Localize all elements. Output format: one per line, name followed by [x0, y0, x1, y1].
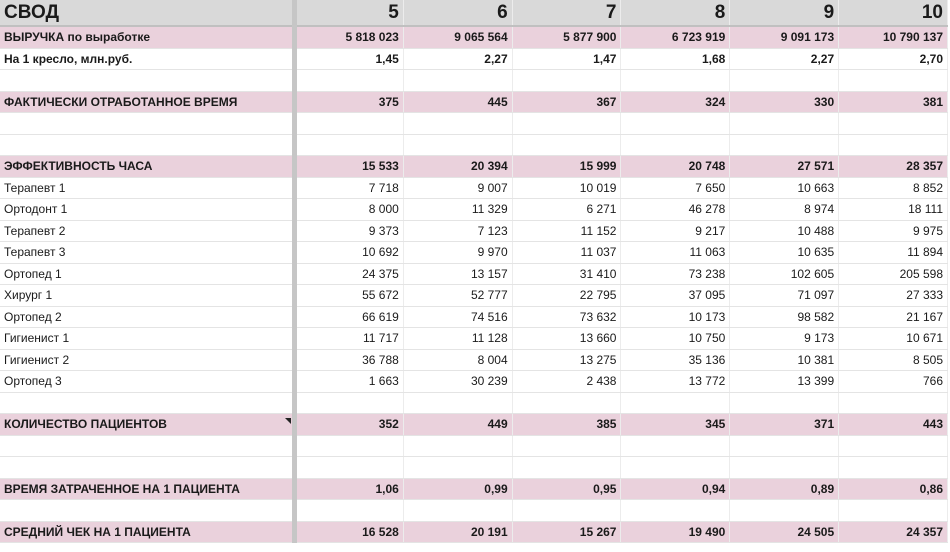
value-cell[interactable]: [295, 457, 404, 479]
value-cell[interactable]: 18 111: [839, 199, 948, 221]
value-cell[interactable]: 11 717: [295, 328, 404, 350]
value-cell[interactable]: 24 505: [730, 521, 839, 543]
value-cell[interactable]: 71 097: [730, 285, 839, 307]
empty-row: [0, 392, 948, 414]
table-row: [0, 220, 948, 242]
value-cell[interactable]: 15 999: [512, 156, 621, 178]
value-cell[interactable]: [403, 392, 512, 414]
table-row: [0, 349, 948, 371]
value-cell[interactable]: [295, 134, 404, 156]
empty-row: [0, 134, 948, 156]
value-cell[interactable]: 15 533: [295, 156, 404, 178]
value-cell[interactable]: [839, 435, 948, 457]
value-cell[interactable]: 13 660: [512, 328, 621, 350]
value-cell[interactable]: [730, 113, 839, 135]
value-cell[interactable]: [512, 392, 621, 414]
value-cell[interactable]: [295, 113, 404, 135]
value-cell[interactable]: 13 275: [512, 349, 621, 371]
value-cell[interactable]: 36 788: [295, 349, 404, 371]
value-cell[interactable]: 2,70: [839, 48, 948, 70]
value-cell[interactable]: [403, 435, 512, 457]
value-cell[interactable]: 73 632: [512, 306, 621, 328]
value-cell[interactable]: 2 438: [512, 371, 621, 393]
value-cell[interactable]: 52 777: [403, 285, 512, 307]
value-cell[interactable]: 375: [295, 91, 404, 113]
value-cell[interactable]: 9 217: [621, 220, 730, 242]
value-cell[interactable]: 24 375: [295, 263, 404, 285]
value-cell[interactable]: 766: [839, 371, 948, 393]
value-cell[interactable]: [295, 392, 404, 414]
value-cell[interactable]: 449: [403, 414, 512, 436]
value-cell[interactable]: [403, 70, 512, 92]
value-cell[interactable]: [621, 457, 730, 479]
value-cell[interactable]: [730, 457, 839, 479]
header-column-cell[interactable]: 5: [295, 0, 404, 26]
table-row: [0, 156, 948, 178]
value-cell[interactable]: 0,94: [621, 478, 730, 500]
value-cell[interactable]: 2,27: [730, 48, 839, 70]
value-cell[interactable]: 15 267: [512, 521, 621, 543]
header-column-cell[interactable]: 10: [839, 0, 948, 26]
table-row: [0, 91, 948, 113]
value-cell[interactable]: 20 748: [621, 156, 730, 178]
value-cell[interactable]: [621, 70, 730, 92]
value-cell[interactable]: 8 505: [839, 349, 948, 371]
value-cell[interactable]: 0,95: [512, 478, 621, 500]
value-cell[interactable]: 11 894: [839, 242, 948, 264]
value-cell[interactable]: 0,99: [403, 478, 512, 500]
empty-row: [0, 457, 948, 479]
value-cell[interactable]: [512, 70, 621, 92]
value-cell[interactable]: 330: [730, 91, 839, 113]
value-cell[interactable]: [403, 500, 512, 522]
value-cell[interactable]: 445: [403, 91, 512, 113]
value-cell[interactable]: 0,86: [839, 478, 948, 500]
row-label-cell[interactable]: Ортопед 3: [0, 371, 295, 393]
value-cell[interactable]: 385: [512, 414, 621, 436]
row-label-cell[interactable]: [0, 70, 295, 92]
value-cell[interactable]: [403, 457, 512, 479]
table-row: [0, 263, 948, 285]
value-cell[interactable]: 367: [512, 91, 621, 113]
value-cell[interactable]: [730, 500, 839, 522]
value-cell[interactable]: 10 663: [730, 177, 839, 199]
value-cell[interactable]: 324: [621, 91, 730, 113]
value-cell[interactable]: 9 007: [403, 177, 512, 199]
header-title-cell[interactable]: СВОД: [0, 0, 295, 26]
row-label-cell[interactable]: Терапевт 3: [0, 242, 295, 264]
value-cell[interactable]: 1,45: [295, 48, 404, 70]
value-cell[interactable]: [512, 113, 621, 135]
value-cell[interactable]: 31 410: [512, 263, 621, 285]
header-column-cell[interactable]: 8: [621, 0, 730, 26]
value-cell[interactable]: [621, 435, 730, 457]
value-cell[interactable]: 5 877 900: [512, 26, 621, 48]
empty-row: [0, 70, 948, 92]
row-label-cell[interactable]: Терапевт 2: [0, 220, 295, 242]
value-cell[interactable]: 1 663: [295, 371, 404, 393]
row-label-cell[interactable]: ФАКТИЧЕСКИ ОТРАБОТАННОЕ ВРЕМЯ: [0, 91, 295, 113]
value-cell[interactable]: 8 000: [295, 199, 404, 221]
value-cell[interactable]: 9 373: [295, 220, 404, 242]
row-label-cell[interactable]: [0, 392, 295, 414]
value-cell[interactable]: [621, 392, 730, 414]
value-cell[interactable]: 35 136: [621, 349, 730, 371]
value-cell[interactable]: 1,06: [295, 478, 404, 500]
row-label-cell[interactable]: ВРЕМЯ ЗАТРАЧЕННОЕ НА 1 ПАЦИЕНТА: [0, 478, 295, 500]
row-label-cell[interactable]: Гигиенист 1: [0, 328, 295, 350]
value-cell[interactable]: 10 381: [730, 349, 839, 371]
value-cell[interactable]: [730, 70, 839, 92]
value-cell[interactable]: 6 271: [512, 199, 621, 221]
row-label-cell[interactable]: СРЕДНИЙ ЧЕК НА 1 ПАЦИЕНТА: [0, 521, 295, 543]
value-cell[interactable]: 7 123: [403, 220, 512, 242]
table-row: [0, 306, 948, 328]
value-cell[interactable]: 28 357: [839, 156, 948, 178]
row-label-cell[interactable]: Ортодонт 1: [0, 199, 295, 221]
value-cell[interactable]: 352: [295, 414, 404, 436]
value-cell[interactable]: [839, 392, 948, 414]
table-row: [0, 521, 948, 543]
value-cell[interactable]: [839, 500, 948, 522]
value-cell[interactable]: 24 357: [839, 521, 948, 543]
value-cell[interactable]: 21 167: [839, 306, 948, 328]
value-cell[interactable]: 73 238: [621, 263, 730, 285]
row-label-cell[interactable]: КОЛИЧЕСТВО ПАЦИЕНТОВ: [0, 414, 295, 436]
header-column-cell[interactable]: 6: [403, 0, 512, 26]
value-cell[interactable]: 11 329: [403, 199, 512, 221]
value-cell[interactable]: 381: [839, 91, 948, 113]
table-row: [0, 26, 948, 48]
value-cell[interactable]: [730, 134, 839, 156]
value-cell[interactable]: 102 605: [730, 263, 839, 285]
row-label-cell[interactable]: [0, 134, 295, 156]
value-cell[interactable]: 7 718: [295, 177, 404, 199]
row-label-cell[interactable]: Ортопед 2: [0, 306, 295, 328]
value-cell[interactable]: [839, 70, 948, 92]
table-row: [0, 177, 948, 199]
value-cell[interactable]: [730, 392, 839, 414]
empty-row: [0, 113, 948, 135]
value-cell[interactable]: 443: [839, 414, 948, 436]
value-cell[interactable]: 30 239: [403, 371, 512, 393]
value-cell[interactable]: 345: [621, 414, 730, 436]
header-row: [0, 0, 948, 26]
table-row: [0, 48, 948, 70]
row-label-cell[interactable]: На 1 кресло, млн.руб.: [0, 48, 295, 70]
value-cell[interactable]: 74 516: [403, 306, 512, 328]
value-cell[interactable]: 55 672: [295, 285, 404, 307]
value-cell[interactable]: 9 091 173: [730, 26, 839, 48]
value-cell[interactable]: 20 191: [403, 521, 512, 543]
row-label-cell[interactable]: [0, 457, 295, 479]
row-label-cell[interactable]: Хирург 1: [0, 285, 295, 307]
value-cell[interactable]: [839, 134, 948, 156]
row-label-cell[interactable]: Гигиенист 2: [0, 349, 295, 371]
value-cell[interactable]: 11 037: [512, 242, 621, 264]
value-cell[interactable]: 7 650: [621, 177, 730, 199]
value-cell[interactable]: 19 490: [621, 521, 730, 543]
value-cell[interactable]: 16 528: [295, 521, 404, 543]
value-cell[interactable]: [295, 500, 404, 522]
row-label-cell[interactable]: Ортопед 1: [0, 263, 295, 285]
value-cell[interactable]: 10 635: [730, 242, 839, 264]
table-row: [0, 242, 948, 264]
value-cell[interactable]: 10 671: [839, 328, 948, 350]
value-cell[interactable]: 0,89: [730, 478, 839, 500]
value-cell[interactable]: 27 333: [839, 285, 948, 307]
value-cell[interactable]: [403, 134, 512, 156]
value-cell[interactable]: 9 065 564: [403, 26, 512, 48]
value-cell[interactable]: 11 063: [621, 242, 730, 264]
value-cell[interactable]: [295, 435, 404, 457]
value-cell[interactable]: 13 399: [730, 371, 839, 393]
value-cell[interactable]: 205 598: [839, 263, 948, 285]
table-row: [0, 414, 948, 436]
empty-row: [0, 500, 948, 522]
value-cell[interactable]: 37 095: [621, 285, 730, 307]
value-cell[interactable]: 10 173: [621, 306, 730, 328]
value-cell[interactable]: 10 019: [512, 177, 621, 199]
value-cell[interactable]: [512, 457, 621, 479]
comment-indicator-icon[interactable]: [285, 418, 291, 424]
value-cell[interactable]: 20 394: [403, 156, 512, 178]
value-cell[interactable]: 10 750: [621, 328, 730, 350]
value-cell[interactable]: 46 278: [621, 199, 730, 221]
value-cell[interactable]: 13 157: [403, 263, 512, 285]
value-cell[interactable]: 10 790 137: [839, 26, 948, 48]
value-cell[interactable]: 9 975: [839, 220, 948, 242]
value-cell[interactable]: [839, 457, 948, 479]
value-cell[interactable]: 8 004: [403, 349, 512, 371]
value-cell[interactable]: [295, 70, 404, 92]
value-cell[interactable]: 371: [730, 414, 839, 436]
value-cell[interactable]: [621, 134, 730, 156]
value-cell[interactable]: 10 488: [730, 220, 839, 242]
value-cell[interactable]: [512, 500, 621, 522]
value-cell[interactable]: [621, 500, 730, 522]
row-label-cell[interactable]: [0, 113, 295, 135]
table-row: [0, 478, 948, 500]
row-label-cell[interactable]: ЭФФЕКТИВНОСТЬ ЧАСА: [0, 156, 295, 178]
value-cell[interactable]: 5 818 023: [295, 26, 404, 48]
table-row: [0, 371, 948, 393]
row-label-cell[interactable]: [0, 500, 295, 522]
value-cell[interactable]: 10 692: [295, 242, 404, 264]
table-row: [0, 285, 948, 307]
value-cell[interactable]: [512, 435, 621, 457]
row-label-cell[interactable]: [0, 435, 295, 457]
row-label-cell[interactable]: ВЫРУЧКА по выработке: [0, 26, 295, 48]
value-cell[interactable]: 1,68: [621, 48, 730, 70]
value-cell[interactable]: 9 970: [403, 242, 512, 264]
value-cell[interactable]: [512, 134, 621, 156]
value-cell[interactable]: 13 772: [621, 371, 730, 393]
value-cell[interactable]: 9 173: [730, 328, 839, 350]
header-column-cell[interactable]: 9: [730, 0, 839, 26]
value-cell[interactable]: 6 723 919: [621, 26, 730, 48]
value-cell[interactable]: 8 974: [730, 199, 839, 221]
value-cell[interactable]: 11 152: [512, 220, 621, 242]
value-cell[interactable]: 22 795: [512, 285, 621, 307]
value-cell[interactable]: [730, 435, 839, 457]
value-cell[interactable]: [839, 113, 948, 135]
value-cell[interactable]: 27 571: [730, 156, 839, 178]
value-cell[interactable]: 1,47: [512, 48, 621, 70]
empty-row: [0, 435, 948, 457]
value-cell[interactable]: [621, 113, 730, 135]
value-cell[interactable]: 66 619: [295, 306, 404, 328]
table-row: [0, 328, 948, 350]
value-cell[interactable]: 98 582: [730, 306, 839, 328]
value-cell[interactable]: 2,27: [403, 48, 512, 70]
value-cell[interactable]: 8 852: [839, 177, 948, 199]
row-label-cell[interactable]: Терапевт 1: [0, 177, 295, 199]
value-cell[interactable]: 11 128: [403, 328, 512, 350]
table-row: [0, 199, 948, 221]
header-column-cell[interactable]: 7: [512, 0, 621, 26]
value-cell[interactable]: [403, 113, 512, 135]
